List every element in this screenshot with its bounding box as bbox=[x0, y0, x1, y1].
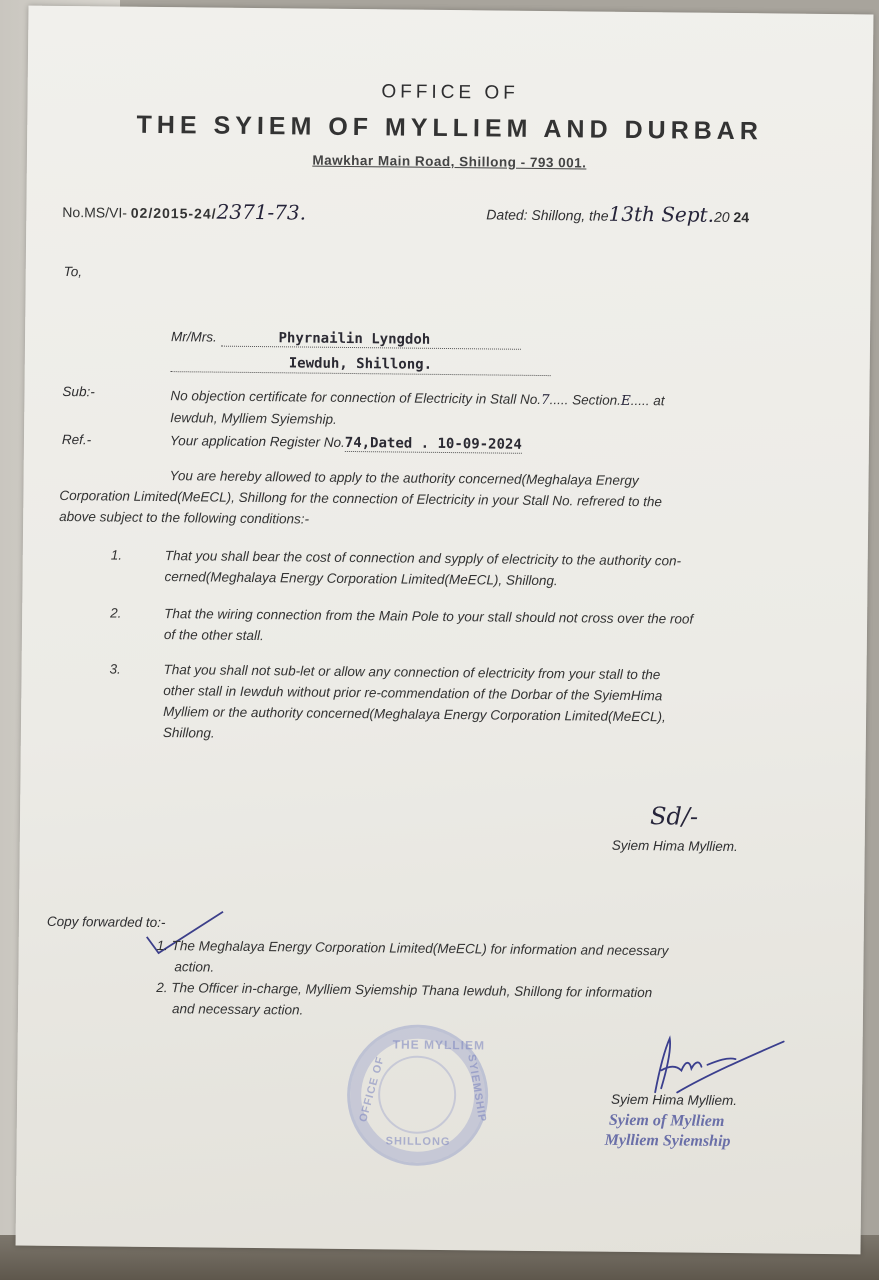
stall-number: 7 bbox=[541, 391, 550, 409]
register-number: 74,Dated . 10-09-2024 bbox=[344, 434, 522, 453]
section-letter: E bbox=[620, 392, 631, 409]
condition-1-text: That you shall bear the cost of connection and sypply of electricity to the authority con- cerned(Meghalaya Energy Corporation Limited(MeECL), Shillong. bbox=[164, 548, 682, 589]
reference-number bbox=[62, 198, 306, 225]
condition-2-text: That the wiring connection from the Main Pole to your stall should not cross over the roof of the other stall. bbox=[163, 606, 694, 644]
year-prefix: 20 bbox=[713, 208, 730, 225]
intro-line-2: Corporation Limited(MeECL), Shillong for the connection of Electricity in your Stall No. refrered to the bbox=[59, 487, 662, 510]
office-address: Mawkhar Main Road, Shillong - 793 001. bbox=[312, 152, 587, 171]
condition-2-number: 2. bbox=[110, 605, 122, 621]
condition-3-text: That you shall not sub-let or allow any connection of electricity from your stall to the other stall in Iewduh without prior re-commendation of the Dorbar of the SyiemHima Mylliem or the authority concerned(Meghalaya Energy Corporation Limited(MeECL), Shillong. bbox=[162, 662, 666, 741]
condition-3-number: 3. bbox=[109, 661, 121, 677]
subject-text: No objection certificate for connection of Electricity in Stall No.7..... Section.E..... at Iewduh, Mylliem Syiemship. bbox=[170, 388, 665, 427]
stamp-line-1: Syiem of Mylliem bbox=[608, 1111, 725, 1130]
reference-printed: 02/2015-24/ bbox=[130, 204, 217, 222]
signatory-title-1: Syiem Hima Mylliem. bbox=[611, 837, 738, 855]
office-of-heading: OFFICE OF bbox=[381, 81, 519, 104]
ref-text: Your application Register No.74,Dated . 10-09-2024 bbox=[169, 433, 522, 453]
copy-forwarded-label: Copy forwarded to:- bbox=[46, 913, 166, 931]
office-seal bbox=[346, 1024, 488, 1166]
recipient-address: Iewduh, Shillong. bbox=[288, 355, 433, 373]
stamp-line-2: Mylliem Syiemship bbox=[604, 1131, 731, 1151]
dated-label: Dated: Shillong, the bbox=[486, 206, 609, 224]
intro-line-3: above subject to the following conditions:- bbox=[59, 508, 310, 527]
condition-1-number: 1. bbox=[110, 547, 123, 563]
recipient-address-line bbox=[171, 353, 551, 376]
dated-line bbox=[486, 200, 749, 227]
office-title: THE SYIEM OF MYLLIEM AND DURBAR bbox=[136, 110, 764, 146]
seal-top-text: THE MYLLIEM bbox=[392, 1037, 486, 1053]
dated-handwritten: 13th Sept. bbox=[608, 201, 715, 227]
subject-label: Sub:- bbox=[62, 383, 95, 400]
sd-signature-mark: Sd/- bbox=[649, 802, 699, 831]
to-label: To, bbox=[63, 263, 83, 280]
copy-item-2: 2. The Officer in-charge, Mylliem Syiemship Thana Iewduh, Shillong for information and necessary action. bbox=[156, 980, 653, 1018]
seal-left-text: OFFICE OF bbox=[357, 1055, 387, 1124]
seal-bottom-text: SHILLONG bbox=[385, 1135, 451, 1149]
handwritten-signature bbox=[637, 1030, 788, 1102]
salutation: Mr/Mrs. bbox=[170, 329, 217, 345]
recipient-name: Phyrnailin Lyngdoh bbox=[278, 330, 431, 348]
reference-handwritten: 2371-73. bbox=[216, 199, 307, 225]
reference-prefix: No.MS/VI- bbox=[62, 203, 128, 221]
year-suffix: 24 bbox=[733, 209, 750, 226]
seal-right-text: SYIEMSHIP bbox=[465, 1053, 489, 1124]
ref-label: Ref.- bbox=[61, 431, 92, 448]
letter-page bbox=[16, 6, 874, 1255]
recipient-name-line bbox=[171, 329, 551, 350]
intro-line-1: You are hereby allowed to apply to the authority concerned(Meghalaya Energy bbox=[169, 468, 639, 489]
signatory-title-2: Syiem Hima Mylliem. bbox=[611, 1091, 738, 1109]
copy-item-1: 1. The Meghalaya Energy Corporation Limited(MeECL) for information and necessary action. bbox=[156, 938, 669, 975]
